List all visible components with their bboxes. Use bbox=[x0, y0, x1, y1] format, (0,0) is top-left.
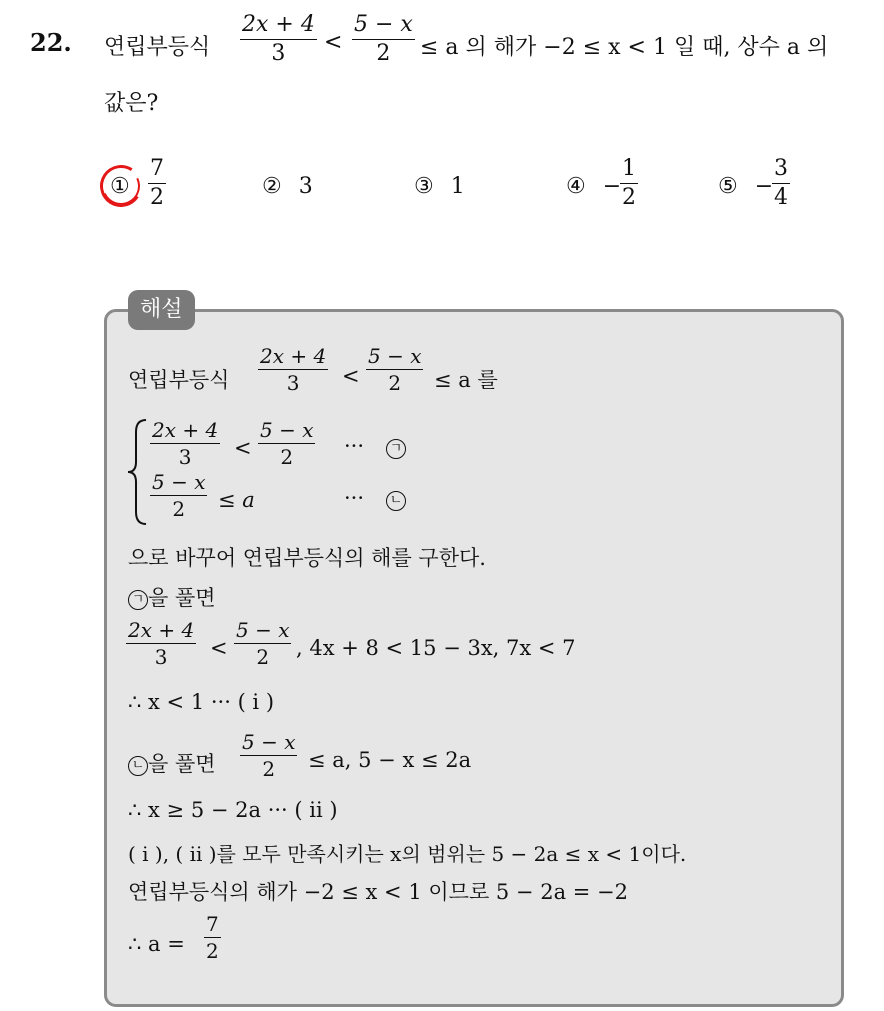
fraction-denominator: 2 bbox=[256, 645, 270, 669]
answer-circle-mark-stroke bbox=[97, 162, 146, 211]
fraction-numerator: 5 − x bbox=[354, 12, 413, 37]
question-condition: ≤ a 의 해가 −2 ≤ x < 1 일 때, 상수 a 의 bbox=[420, 35, 829, 60]
solution-line-8-rest: ≤ a, 5 − x ≤ 2a bbox=[308, 748, 472, 772]
question-less-than: < bbox=[324, 30, 343, 55]
solution-line-10: ( i ), ( ii )를 모두 만족시키는 x의 범위는 5 − 2a ≤ x < 1이다. bbox=[128, 842, 687, 866]
choice-2[interactable] bbox=[262, 174, 313, 199]
solution-line-6-fraction-2 bbox=[234, 620, 291, 667]
system-1-fraction-1 bbox=[150, 420, 220, 467]
fraction-numerator: 1 bbox=[622, 156, 636, 181]
choice-value: 1 bbox=[450, 174, 465, 199]
fraction-numerator: 2x + 4 bbox=[128, 618, 195, 642]
fraction-numerator: 5 − x bbox=[368, 344, 422, 368]
fraction-numerator: 2x + 4 bbox=[260, 344, 327, 368]
solution-line-8 bbox=[128, 748, 216, 778]
solution-line-1-fraction-2 bbox=[366, 346, 423, 393]
system-1-label bbox=[386, 438, 406, 459]
fraction-denominator: 2 bbox=[206, 939, 219, 963]
fraction-denominator: 2 bbox=[150, 185, 164, 210]
fraction-denominator: 3 bbox=[178, 445, 192, 469]
choice-marker: ② bbox=[262, 174, 282, 199]
fraction-numerator: 5 − x bbox=[242, 730, 296, 754]
choice-3[interactable] bbox=[414, 174, 465, 199]
choice-5-fraction bbox=[772, 158, 790, 209]
fraction-numerator: 2x + 4 bbox=[242, 12, 315, 37]
solution-line-6-fraction-1 bbox=[126, 620, 196, 667]
circled-label-nieun: ㄴ bbox=[128, 756, 148, 776]
fraction-denominator: 2 bbox=[376, 41, 391, 66]
choice-marker: ③ bbox=[414, 174, 434, 199]
circled-label-nieun: ㄴ bbox=[386, 491, 406, 511]
fraction-denominator: 3 bbox=[286, 371, 300, 395]
solution-line-1-intro: 연립부등식 bbox=[128, 368, 230, 392]
solution-line-9: ∴ x ≥ 5 − 2a ··· ( ii ) bbox=[128, 798, 338, 822]
fraction-numerator: 5 − x bbox=[236, 618, 290, 642]
fraction-numerator: 3 bbox=[774, 156, 788, 181]
question-intro: 연립부등식 bbox=[104, 35, 211, 60]
circled-label-giyeok: ㄱ bbox=[128, 590, 148, 610]
question-fraction-1 bbox=[240, 14, 317, 65]
solution-line-12: ∴ a = bbox=[128, 932, 185, 956]
solution-badge: 해설 bbox=[128, 290, 195, 330]
fraction-denominator: 2 bbox=[622, 185, 636, 210]
system-brace bbox=[126, 418, 148, 526]
choice-marker: ① bbox=[110, 174, 130, 199]
solution-line-1-end: ≤ a 를 bbox=[434, 368, 498, 392]
solution-line-5-text: 을 풀면 bbox=[148, 586, 216, 610]
solution-line-7: ∴ x < 1 ··· ( i ) bbox=[128, 690, 275, 714]
system-1-dots: ··· bbox=[344, 434, 365, 458]
fraction-denominator: 2 bbox=[172, 497, 186, 521]
choice-sign: − bbox=[602, 174, 622, 199]
system-1-fraction-2 bbox=[258, 420, 315, 467]
solution-line-1-fraction-1 bbox=[258, 346, 328, 393]
question-number: 22. bbox=[30, 28, 72, 57]
fraction-denominator: 4 bbox=[774, 185, 788, 210]
choice-sign: − bbox=[754, 174, 774, 199]
fraction-numerator: 5 − x bbox=[260, 418, 314, 442]
system-1-operator: < bbox=[234, 436, 252, 460]
choice-4-fraction bbox=[620, 158, 638, 209]
fraction-denominator: 3 bbox=[154, 645, 168, 669]
solution-line-5 bbox=[128, 582, 216, 612]
fraction-numerator: 7 bbox=[206, 912, 219, 936]
fraction-numerator: 5 − x bbox=[152, 470, 206, 494]
solution-line-6-operator: < bbox=[210, 636, 228, 660]
system-2-dots: ··· bbox=[344, 486, 365, 510]
system-2-fraction bbox=[150, 472, 207, 519]
solution-line-11: 연립부등식의 해가 −2 ≤ x < 1 이므로 5 − 2a = −2 bbox=[128, 880, 628, 904]
solution-line-6-rest: , 4x + 8 < 15 − 3x, 7x < 7 bbox=[296, 636, 576, 660]
question-line-2: 값은? bbox=[104, 91, 159, 116]
fraction-numerator: 7 bbox=[150, 156, 164, 181]
choice-4[interactable] bbox=[566, 174, 621, 199]
choice-marker: ⑤ bbox=[718, 174, 738, 199]
system-2-label bbox=[386, 490, 406, 511]
choice-marker: ④ bbox=[566, 174, 586, 199]
fraction-denominator: 2 bbox=[262, 757, 276, 781]
solution-line-8-text: 을 풀면 bbox=[148, 752, 216, 776]
question-fraction-2 bbox=[352, 14, 415, 65]
solution-line-8-fraction bbox=[240, 732, 297, 779]
choice-1-fraction bbox=[148, 158, 166, 209]
choice-value: 3 bbox=[298, 174, 313, 199]
circled-label-giyeok: ㄱ bbox=[386, 439, 406, 459]
solution-line-4: 으로 바꾸어 연립부등식의 해를 구한다. bbox=[128, 546, 486, 570]
fraction-denominator: 2 bbox=[280, 445, 294, 469]
choice-5[interactable] bbox=[718, 174, 773, 199]
fraction-denominator: 2 bbox=[388, 371, 402, 395]
system-2-rest: ≤ a bbox=[218, 488, 255, 512]
solution-line-1-lt: < bbox=[342, 364, 360, 388]
fraction-numerator: 2x + 4 bbox=[152, 418, 219, 442]
solution-line-12-fraction bbox=[204, 914, 221, 961]
fraction-denominator: 3 bbox=[271, 41, 286, 66]
